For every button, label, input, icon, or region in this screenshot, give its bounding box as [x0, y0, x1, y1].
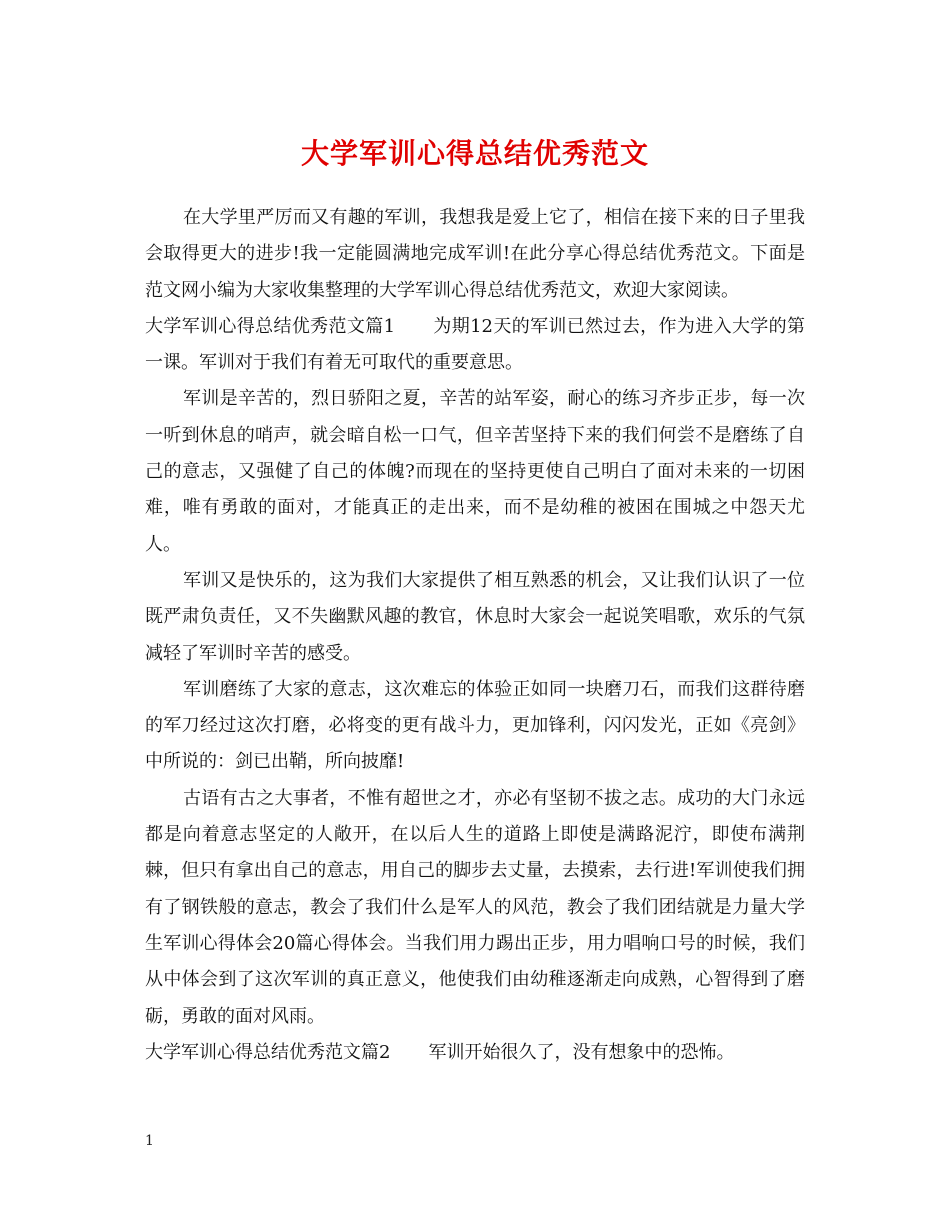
section-1-text: 为期12天的军训已然过去，作为进入大学的第一课。军训对于我们有着无可取代的重要意思。: [145, 315, 806, 374]
intro-paragraph: 在大学里严厉而又有趣的军训，我想我是爱上它了，相信在接下来的日子里我会取得更大的进步!我一定能圆满地完成军训!在此分享心得总结优秀范文。下面是范文网小编为大家收集整理的大学军训心得总结优秀范文，欢迎大家阅读。: [145, 207, 805, 301]
section-2-paragraph: [145, 1035, 805, 1071]
section-2-heading: 大学军训心得总结优秀范文篇2: [145, 1041, 391, 1063]
section-1-paragraph: [145, 309, 805, 382]
section-1-heading: 大学军训心得总结优秀范文篇1: [145, 315, 396, 337]
body-paragraph: 军训又是快乐的，这为我们大家提供了相互熟悉的机会，又让我们认识了一位既严肃负责任，又不失幽默风趣的教官，休息时大家会一起说笑唱歌，欢乐的气氛减轻了军训时辛苦的感受。: [145, 569, 805, 664]
section-2-text: 军训开始很久了，没有想象中的恐怖。: [428, 1041, 735, 1063]
document-body: [145, 200, 805, 1071]
body-paragraph: 军训磨练了大家的意志，这次难忘的体验正如同一块磨刀石，而我们这群待磨的军刀经过这次打磨，必将变的更有战斗力，更加锋利，闪闪发光，正如《亮剑》中所说的：剑已出鞘，所向披靡!: [145, 678, 805, 773]
page-number: 1: [145, 1133, 154, 1149]
document-title: 大学军训心得总结优秀范文: [300, 137, 649, 170]
body-paragraph: 军训是辛苦的，烈日骄阳之夏，辛苦的站军姿，耐心的练习齐步正步，每一次一听到休息的哨声，就会暗自松一口气，但辛苦坚持下来的我们何尝不是磨练了自己的意志，又强健了自己的体魄?而现在的坚持更使自己明白了面对未来的一切困难，唯有勇敢的面对，才能真正的走出来，而不是幼稚的被困在围城之中怨天尤人。: [145, 388, 805, 555]
body-paragraph: 古语有古之大事者，不惟有超世之才，亦必有坚韧不拔之志。成功的大门永远都是向着意志坚定的人敞开，在以后人生的道路上即使是满路泥泞，即使布满荆棘，但只有拿出自己的意志，用自己的脚步去丈量，去摸索，去行进!军训使我们拥有了钢铁般的意志，教会了我们什么是军人的风范，教会了我们团结就是力量大学生军训心得体会20篇心得体会。当我们用力踢出正步，用力唱响口号的时候，我们从中体会到了这次军训的真正意义，他使我们由幼稚逐渐走向成熟，心智得到了磨砺，勇敢的面对风雨。: [145, 787, 805, 1027]
